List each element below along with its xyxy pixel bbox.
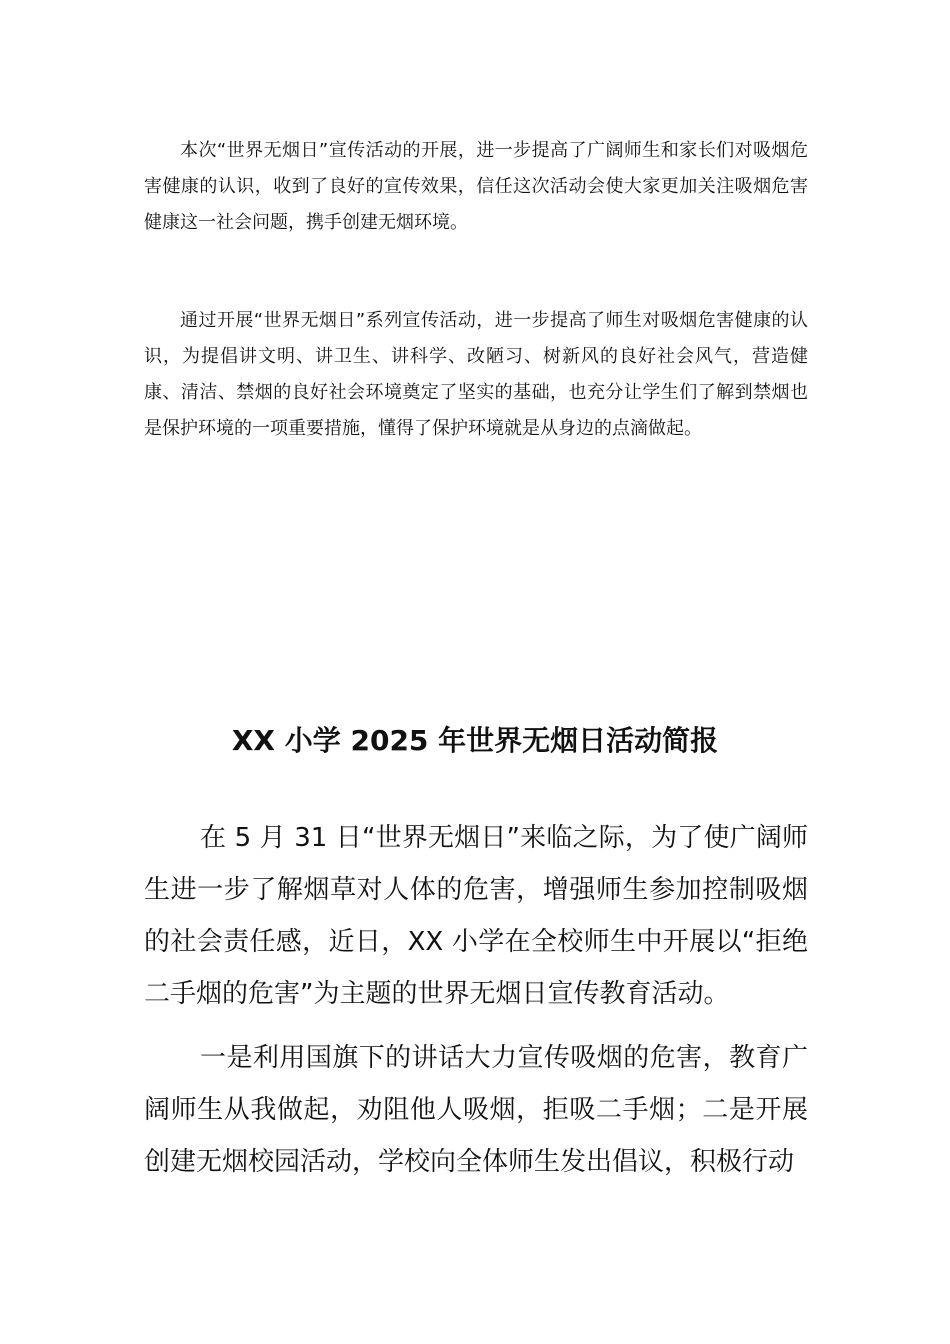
paragraph-intro: 在 5 月 31 日“世界无烟日”来临之际，为了使广阔师生进一步了解烟草对人体的危害，增强师生参加控制吸烟的社会责任感，近日，XX 小学在全校师生中开展以“拒绝二手烟的危害”为主题的世界无烟日宣传教育活动。 [144,823,808,1009]
paragraph-summary: 本次“世界无烟日”宣传活动的开展，进一步提高了广阔师生和家长们对吸烟危害健康的认识，收到了良好的宣传效果，信任这次活动会使大家更加关注吸烟危害健康这一社会问题，携手创建无烟环境。 [144,140,808,233]
document-title: XX 小学 2025 年世界无烟日活动简报 [231,724,719,757]
paragraph-outcome: 通过开展“世界无烟日”系列宣传活动，进一步提高了师生对吸烟危害健康的认识，为提倡讲文明、讲卫生、讲科学、改陋习、树新风的良好社会风气，营造健康、清洁、禁烟的良好社会环境奠定了坚实的基础，也充分让学生们了解到禁烟也是保护环境的一项重要措施，懂得了保护环境就是从身边的点滴做起。 [144,310,808,439]
paragraph-activities: 一是利用国旗下的讲话大力宣传吸烟的危害，教育广阔师生从我做起，劝阻他人吸烟，拒吸二手烟；二是开展创建无烟校园活动，学校向全体师生发出倡议，积极行动 [144,1043,808,1177]
